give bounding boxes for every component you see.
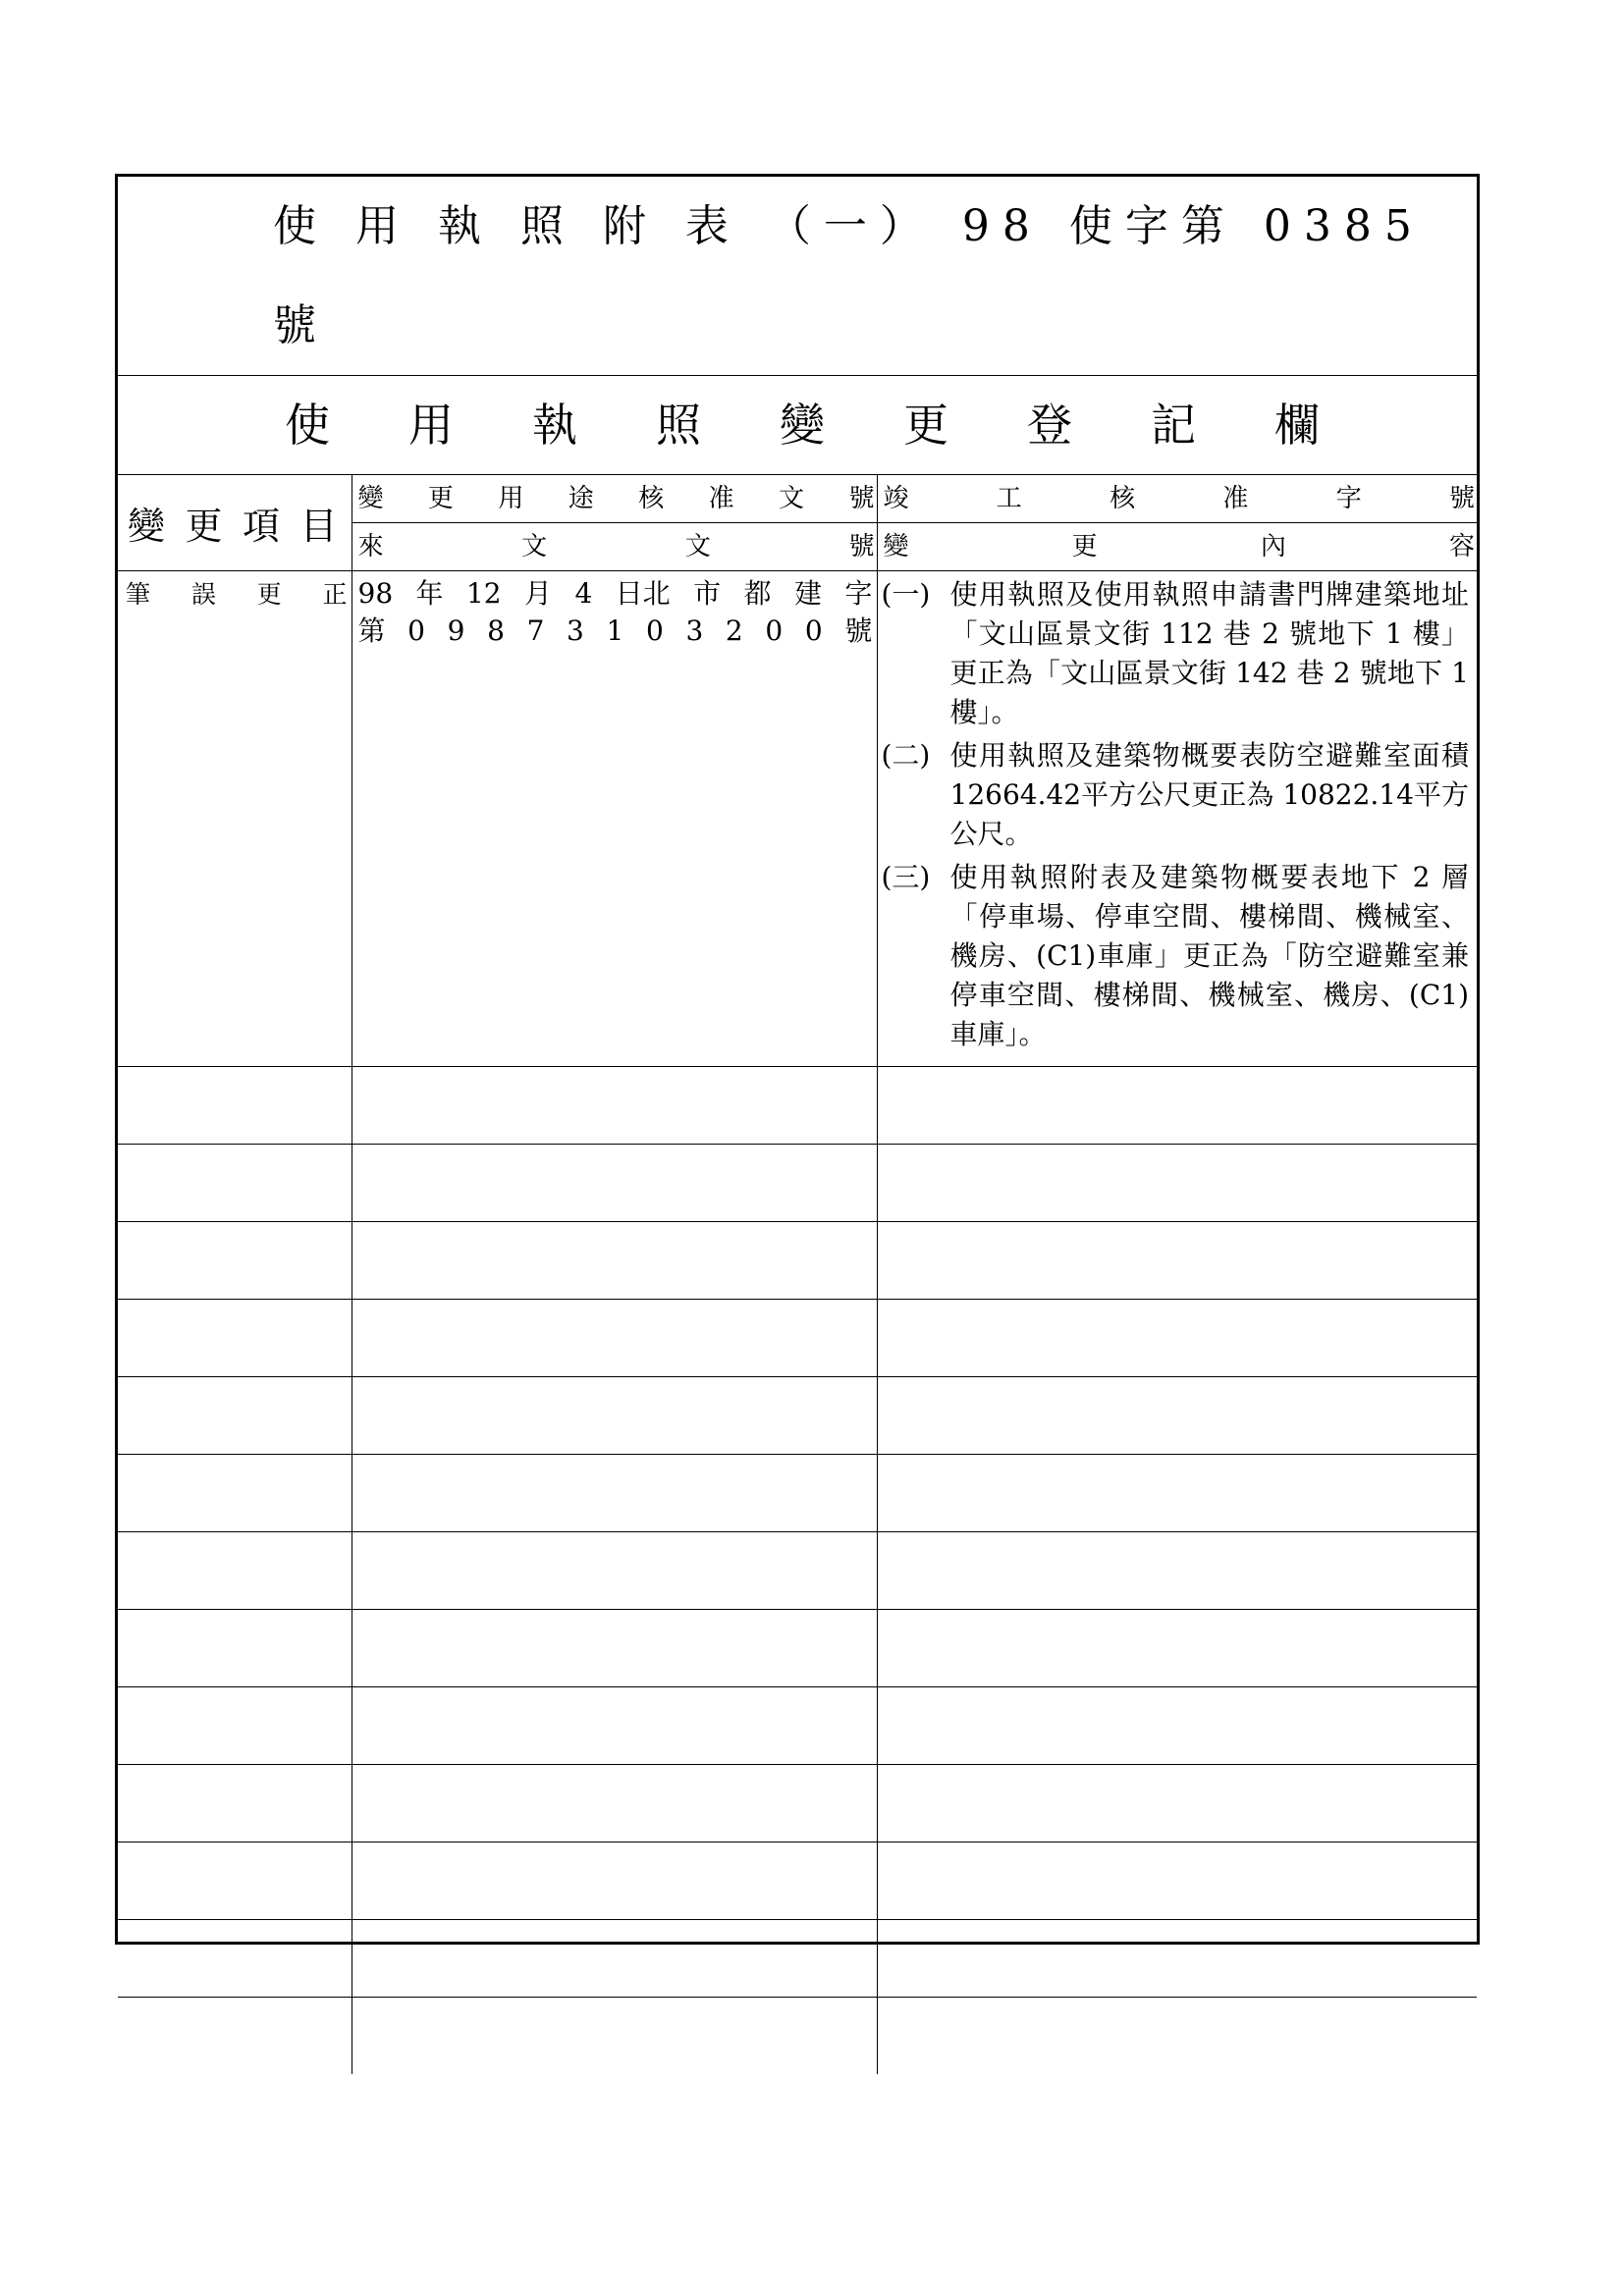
empty-row bbox=[118, 1455, 1477, 1532]
empty-cell bbox=[877, 1920, 1477, 1998]
empty-cell bbox=[877, 1377, 1477, 1455]
change-content-list bbox=[882, 575, 1470, 1054]
empty-cell bbox=[352, 1067, 877, 1145]
empty-cell bbox=[877, 1455, 1477, 1532]
char: 0 bbox=[804, 614, 823, 647]
empty-cell bbox=[118, 1765, 352, 1842]
empty-row bbox=[118, 1377, 1477, 1455]
char: 目 bbox=[299, 505, 338, 548]
empty-cell bbox=[352, 1687, 877, 1765]
char: 年 bbox=[415, 577, 444, 610]
change-item-cell bbox=[118, 571, 352, 1067]
char: 變 bbox=[883, 532, 909, 561]
item-text: 使用執照附表及建築物概要表地下 2 層「停車場、停車空間、樓梯間、機械室、機房、(C1)車庫」更正為「防空避難室兼停車空間、樓梯間、機械室、機房、(C1)車庫」。 bbox=[949, 861, 1469, 1050]
empty-row bbox=[118, 1067, 1477, 1145]
char: 都 bbox=[743, 577, 772, 610]
char: 核 bbox=[1110, 484, 1136, 513]
char: 第 bbox=[357, 614, 386, 647]
char: 98 bbox=[357, 577, 394, 610]
change-register-table bbox=[118, 177, 1477, 2074]
char: 變 bbox=[128, 505, 166, 548]
char: 12 bbox=[465, 577, 502, 610]
empty-cell bbox=[118, 1455, 352, 1532]
empty-cell bbox=[118, 1300, 352, 1377]
empty-row bbox=[118, 1222, 1477, 1300]
change-content-item bbox=[882, 736, 1470, 854]
char: 來 bbox=[357, 532, 384, 561]
char: 准 bbox=[708, 484, 734, 513]
empty-cell bbox=[352, 1300, 877, 1377]
reference-line bbox=[352, 571, 877, 613]
empty-cell bbox=[118, 1532, 352, 1610]
empty-cell bbox=[877, 1532, 1477, 1610]
char: 用 bbox=[408, 399, 454, 452]
empty-row bbox=[118, 1687, 1477, 1765]
char: 9 bbox=[447, 614, 465, 647]
char: 途 bbox=[568, 484, 594, 513]
empty-cell bbox=[118, 1920, 352, 1998]
empty-cell bbox=[352, 1842, 877, 1920]
item-number: (三) bbox=[881, 861, 931, 893]
item-number: (二) bbox=[881, 739, 931, 772]
item-text: 使用執照及建築物概要表防空避難室面積 12664.42平方公尺更正為 10822.14平方公尺。 bbox=[949, 739, 1469, 850]
empty-cell bbox=[352, 1998, 877, 2075]
empty-row bbox=[118, 1920, 1477, 1998]
char: 月 bbox=[524, 577, 553, 610]
empty-cell bbox=[352, 1145, 877, 1222]
empty-cell bbox=[877, 1067, 1477, 1145]
char: 執 bbox=[532, 399, 577, 452]
char: 變 bbox=[357, 484, 384, 513]
header-change-content bbox=[877, 523, 1477, 571]
char: 更 bbox=[1071, 532, 1098, 561]
char: 變 bbox=[780, 399, 825, 452]
char: 欄 bbox=[1274, 399, 1320, 452]
char: 2 bbox=[725, 614, 743, 647]
char: 照 bbox=[656, 399, 701, 452]
empty-cell bbox=[352, 1610, 877, 1687]
char: 7 bbox=[526, 614, 545, 647]
empty-cell bbox=[352, 1377, 877, 1455]
empty-cell bbox=[877, 1998, 1477, 2075]
char: 更 bbox=[427, 484, 454, 513]
char: 記 bbox=[1151, 399, 1196, 452]
char: 登 bbox=[1027, 399, 1072, 452]
char: 3 bbox=[685, 614, 704, 647]
empty-cell bbox=[877, 1610, 1477, 1687]
empty-row bbox=[118, 1765, 1477, 1842]
char: 號 bbox=[1448, 484, 1475, 513]
section-heading bbox=[118, 376, 1477, 474]
empty-cell bbox=[877, 1687, 1477, 1765]
char: 號 bbox=[848, 532, 875, 561]
char: 容 bbox=[1448, 532, 1475, 561]
char: 竣 bbox=[883, 484, 909, 513]
empty-row bbox=[118, 1610, 1477, 1687]
char: 市 bbox=[693, 577, 722, 610]
item-number: (一) bbox=[881, 578, 931, 611]
empty-cell bbox=[352, 1920, 877, 1998]
empty-row bbox=[118, 1842, 1477, 1920]
empty-row bbox=[118, 1532, 1477, 1610]
table-row bbox=[118, 571, 1477, 1067]
empty-row bbox=[118, 1145, 1477, 1222]
char: 字 bbox=[1335, 484, 1362, 513]
change-item bbox=[118, 571, 352, 613]
empty-cell bbox=[877, 1300, 1477, 1377]
empty-cell bbox=[118, 1687, 352, 1765]
char: 更 bbox=[903, 399, 948, 452]
empty-cell bbox=[877, 1842, 1477, 1920]
char: 日北 bbox=[615, 577, 671, 610]
char: 文 bbox=[684, 532, 711, 561]
empty-cell bbox=[352, 1765, 877, 1842]
registration-form bbox=[115, 174, 1480, 1945]
char: 文 bbox=[521, 532, 548, 561]
char: 號 bbox=[844, 614, 873, 647]
empty-cell bbox=[877, 1765, 1477, 1842]
empty-cell bbox=[118, 1610, 352, 1687]
char: 號 bbox=[848, 484, 875, 513]
char: 內 bbox=[1260, 532, 1286, 561]
char: 使 bbox=[285, 399, 330, 452]
empty-cell bbox=[352, 1455, 877, 1532]
char: 工 bbox=[996, 484, 1022, 513]
empty-cell bbox=[877, 1145, 1477, 1222]
section-heading-cell bbox=[118, 376, 1477, 475]
char: 文 bbox=[779, 484, 805, 513]
empty-row bbox=[118, 1998, 1477, 2075]
header-change-item bbox=[118, 475, 352, 571]
empty-cell bbox=[118, 1842, 352, 1920]
empty-cell bbox=[118, 1067, 352, 1145]
item-text: 使用執照及使用執照申請書門牌建築地址「文山區景文街 112 巷 2 號地下 1 樓」更正為「文山區景文街 142 巷 2 號地下 1 樓」。 bbox=[949, 578, 1469, 728]
char: 項 bbox=[242, 505, 280, 548]
char: 3 bbox=[567, 614, 584, 647]
empty-cell bbox=[118, 1222, 352, 1300]
change-content-item bbox=[882, 858, 1470, 1054]
empty-cell bbox=[352, 1532, 877, 1610]
char: 筆 bbox=[126, 580, 151, 609]
char: 0 bbox=[645, 614, 664, 647]
char: 用 bbox=[498, 484, 524, 513]
char: 准 bbox=[1222, 484, 1249, 513]
char: 0 bbox=[407, 614, 425, 647]
char: 4 bbox=[574, 577, 593, 610]
char: 8 bbox=[487, 614, 505, 647]
change-content-item bbox=[882, 575, 1470, 732]
header-incoming-no bbox=[352, 523, 877, 571]
char: 正 bbox=[322, 580, 348, 609]
char: 建 bbox=[793, 577, 822, 610]
title-cell bbox=[118, 177, 1477, 376]
char: 誤 bbox=[190, 580, 216, 609]
header-completion-no bbox=[877, 475, 1477, 523]
empty-cell bbox=[877, 1222, 1477, 1300]
document-title: 使 用 執 照 附 表 （一） 98 使字第 0385 號 bbox=[273, 201, 1425, 350]
reference-line bbox=[352, 613, 877, 650]
empty-row bbox=[118, 1300, 1477, 1377]
char: 核 bbox=[638, 484, 665, 513]
char: 更 bbox=[256, 580, 282, 609]
empty-cell bbox=[118, 1377, 352, 1455]
char: 更 bbox=[185, 505, 223, 548]
char: 0 bbox=[765, 614, 784, 647]
reference-cell bbox=[352, 571, 877, 1067]
empty-cell bbox=[118, 1145, 352, 1222]
char: 1 bbox=[606, 614, 624, 647]
empty-cell bbox=[118, 1998, 352, 2075]
char: 字 bbox=[844, 577, 873, 610]
header-approval-no bbox=[352, 475, 877, 523]
empty-cell bbox=[352, 1222, 877, 1300]
change-content-cell bbox=[877, 571, 1477, 1067]
